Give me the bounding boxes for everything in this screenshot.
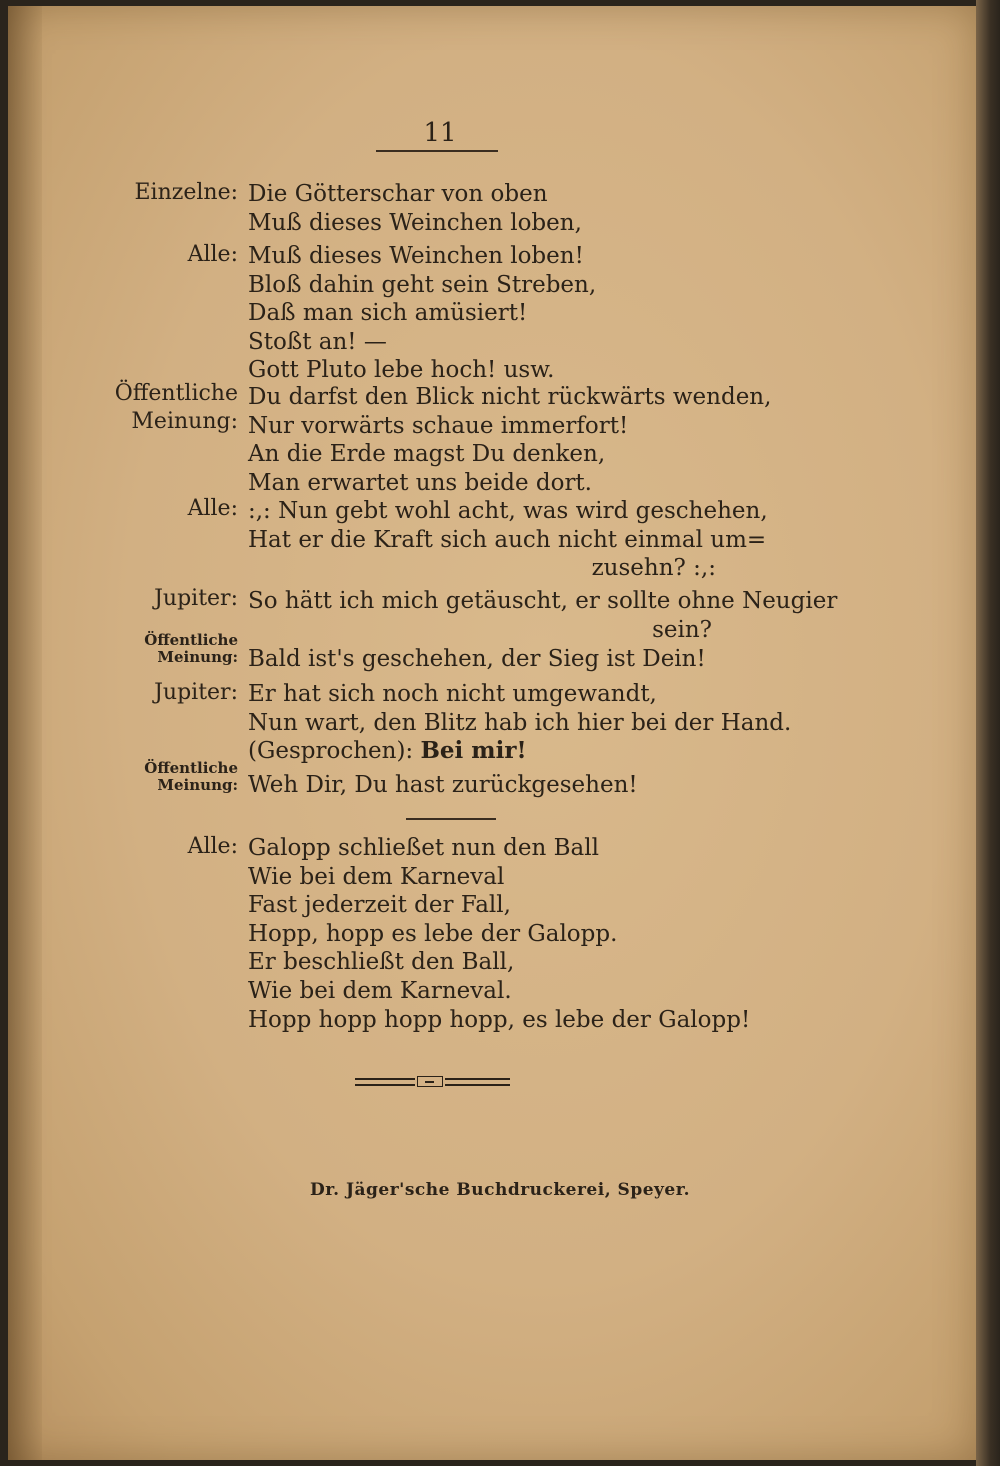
verse-line: Wie bei dem Karneval bbox=[248, 863, 505, 890]
speaker-name: Alle: bbox=[187, 834, 238, 859]
speaker-label bbox=[110, 240, 238, 270]
verse-line: Muß dieses Weinchen loben, bbox=[248, 209, 582, 236]
verse-line: Daß man sich amüsiert! bbox=[248, 300, 528, 327]
verse-line: Man erwartet uns beide dort. bbox=[248, 469, 592, 496]
speaker-name: Meinung: bbox=[157, 776, 238, 794]
verse-block bbox=[248, 834, 750, 1034]
speaker-name: Öffentliche bbox=[144, 759, 238, 777]
verse-line: Muß dieses Weinchen loben! bbox=[248, 243, 584, 269]
verse-line: Nun wart, den Blitz hab ich hier bei der Hand. bbox=[248, 709, 792, 736]
verse-block bbox=[248, 680, 791, 766]
speaker-label bbox=[110, 832, 238, 862]
verse-line: Bloß dahin geht sein Streben, bbox=[248, 271, 597, 298]
verse-line bbox=[248, 737, 791, 766]
verse-block bbox=[248, 587, 838, 644]
verse-line: Hopp hopp hopp hopp, es lebe der Galopp! bbox=[248, 1006, 751, 1033]
verse-line: So hätt ich mich getäuscht, er sollte ohne Neugier bbox=[248, 588, 838, 614]
verse-line: Hopp, hopp es lebe der Galopp. bbox=[248, 920, 618, 947]
verse-block bbox=[248, 497, 768, 583]
verse-line: Stoßt an! — bbox=[248, 328, 387, 355]
verse-line: Die Götterschar von oben bbox=[248, 181, 548, 207]
verse-line: Gott Pluto lebe hoch! usw. bbox=[248, 357, 555, 384]
verse-line: Wie bei dem Karneval. bbox=[248, 977, 512, 1004]
speaker-name: Meinung: bbox=[131, 409, 238, 434]
spoken-line: Bei mir! bbox=[420, 737, 527, 765]
speaker-label bbox=[110, 678, 238, 708]
speaker-name: Einzelne: bbox=[134, 180, 238, 205]
verse-line: Bald ist's geschehen, der Sieg ist Dein! bbox=[248, 646, 706, 672]
speaker-label bbox=[110, 380, 238, 436]
verse-line: Du darfst den Blick nicht rückwärts wenden, bbox=[248, 384, 772, 410]
speaker-label bbox=[110, 760, 238, 794]
stage-direction: (Gesprochen): bbox=[248, 738, 414, 765]
speaker-label bbox=[110, 584, 238, 614]
verse-line: Weh Dir, Du hast zurückgesehen! bbox=[248, 772, 638, 798]
printer-imprint: Dr. Jäger'sche Buchdruckerei, Speyer. bbox=[309, 1180, 691, 1200]
verse-line: zusehn? :,: bbox=[591, 555, 716, 582]
verse-block bbox=[248, 771, 638, 800]
page-gutter-shadow bbox=[8, 6, 42, 1460]
speaker-name: Öffentliche bbox=[114, 381, 238, 406]
speaker-name: Jupiter: bbox=[154, 586, 238, 611]
page-number: 11 bbox=[423, 118, 457, 148]
verse-line: Nur vorwärts schaue immerfort! bbox=[248, 412, 629, 439]
verse-line: An die Erde magst Du denken, bbox=[248, 441, 606, 468]
page-edge bbox=[976, 0, 1000, 1466]
speaker-label bbox=[110, 178, 238, 208]
section-rule bbox=[406, 818, 496, 820]
header-rule bbox=[376, 150, 498, 152]
speaker-name: Öffentliche bbox=[144, 631, 238, 649]
verse-line: Galopp schließet nun den Ball bbox=[248, 835, 599, 861]
verse-line: Hat er die Kraft sich auch nicht einmal um= bbox=[248, 526, 767, 553]
verse-block bbox=[248, 242, 596, 385]
speaker-name: Alle: bbox=[187, 496, 238, 521]
speaker-name: Alle: bbox=[187, 242, 238, 267]
verse-line: Er beschließt den Ball, bbox=[248, 949, 515, 976]
verse-line: sein? bbox=[652, 616, 712, 643]
speaker-name: Meinung: bbox=[157, 648, 238, 666]
verse-block bbox=[248, 645, 706, 674]
speaker-label bbox=[110, 632, 238, 666]
end-ornament bbox=[355, 1075, 510, 1089]
verse-block bbox=[248, 180, 582, 237]
verse-line: :,: Nun gebt wohl acht, was wird geschehen, bbox=[248, 498, 768, 524]
verse-line: Fast jederzeit der Fall, bbox=[248, 892, 511, 919]
verse-block bbox=[248, 383, 771, 497]
speaker-name: Jupiter: bbox=[154, 680, 238, 705]
verse-line: Er hat sich noch nicht umgewandt, bbox=[248, 681, 657, 707]
speaker-label bbox=[110, 494, 238, 524]
